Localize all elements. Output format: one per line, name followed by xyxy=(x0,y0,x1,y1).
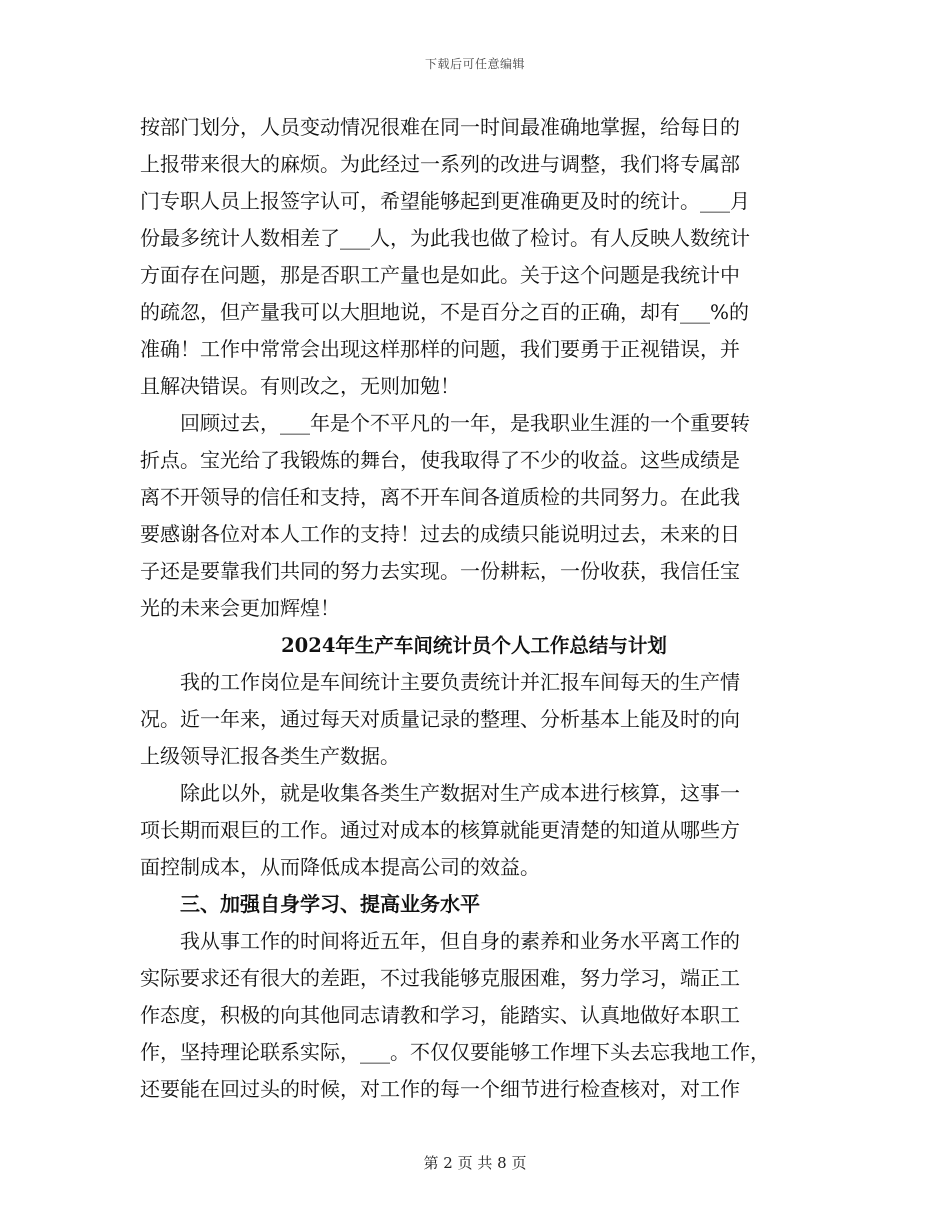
section-title: 2024年生产车间统计员个人工作总结与计划 xyxy=(281,634,667,657)
text-line: 况。近一年来，通过每天对质量记录的整理、分析基本上能及时的向 xyxy=(140,707,740,731)
subsection-heading: 三、加强自身学习、提高业务水平 xyxy=(140,892,480,916)
text-line: 作，坚持理论联系实际，___。不仅仅要能够工作埋下头去忘我地工作， xyxy=(140,1040,770,1064)
text-line: 光的未来会更加辉煌！ xyxy=(140,596,340,620)
text-line: 按部门划分，人员变动情况很难在同一时间最准确地掌握，给每日的 xyxy=(140,115,740,139)
text-line: 作态度，积极的向其他同志请教和学习，能踏实、认真地做好本职工 xyxy=(140,1003,740,1027)
document-body xyxy=(140,109,808,1108)
text-line: 方面存在问题，那是否职工产量也是如此。关于这个问题是我统计中 xyxy=(140,263,740,287)
text-line: 份最多统计人数相差了___人，为此我也做了检讨。有人反映人数统计 xyxy=(140,226,750,250)
text-line: 上报带来很大的麻烦。为此经过一系列的改进与调整，我们将专属部 xyxy=(140,152,740,176)
text-line: 折点。宝光给了我锻炼的舞台，使我取得了不少的收益。这些成绩是 xyxy=(140,448,740,472)
text-line: 且解决错误。有则改之，无则加勉！ xyxy=(140,374,460,398)
text-line: 门专职人员上报签字认可，希望能够起到更准确更及时的统计。___月 xyxy=(140,189,750,213)
text-line: 还要能在回过头的时候，对工作的每一个细节进行检查核对，对工作 xyxy=(140,1077,740,1101)
text-line: 离不开领导的信任和支持，离不开车间各道质检的共同努力。在此我 xyxy=(140,485,740,509)
text-line: 要感谢各位对本人工作的支持！过去的成绩只能说明过去，未来的日 xyxy=(140,522,740,546)
text-line: 我从事工作的时间将近五年，但自身的素养和业务水平离工作的 xyxy=(140,929,740,953)
text-line: 的疏忽，但产量我可以大胆地说，不是百分之百的正确，却有___%的 xyxy=(140,300,750,324)
text-line: 实际要求还有很大的差距，不过我能够克服困难，努力学习，端正工 xyxy=(140,966,740,990)
page-number: 第 2 页 共 8 页 xyxy=(423,1154,527,1172)
text-line: 除此以外，就是收集各类生产数据对生产成本进行核算，这事一 xyxy=(140,781,740,805)
text-line: 回顾过去，___年是个不平凡的一年，是我职业生涯的一个重要转 xyxy=(140,411,750,435)
text-line: 子还是要靠我们共同的努力去实现。一份耕耘，一份收获，我信任宝 xyxy=(140,559,740,583)
text-line: 项长期而艰巨的工作。通过对成本的核算就能更清楚的知道从哪些方 xyxy=(140,818,740,842)
text-line: 上级领导汇报各类生产数据。 xyxy=(140,744,400,768)
header-note: 下载后可任意编辑 xyxy=(424,57,525,71)
text-line: 准确！工作中常常会出现这样那样的问题，我们要勇于正视错误，并 xyxy=(140,337,740,361)
text-line: 我的工作岗位是车间统计主要负责统计并汇报车间每天的生产情 xyxy=(140,670,740,694)
text-line: 面控制成本，从而降低成本提高公司的效益。 xyxy=(140,855,540,879)
